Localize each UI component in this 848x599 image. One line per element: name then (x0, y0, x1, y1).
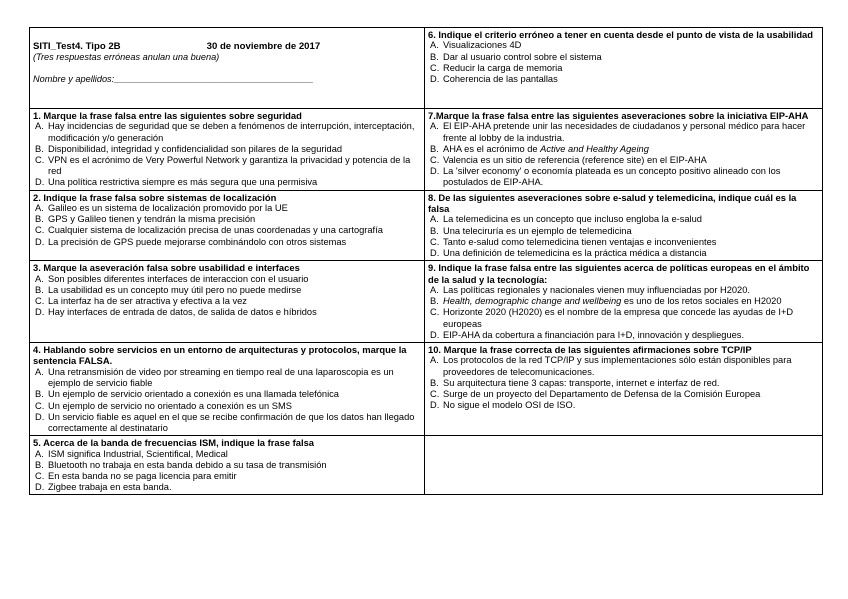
option-d: D. Una política restrictiva siempre es más segura que una permisiva (35, 177, 318, 188)
option-a: A. Galileo es un sistema de localización promovido por la UE (35, 203, 288, 214)
option-d: D. La precisión de GPS puede mejorarse combinándolo con otros sistemas (35, 236, 347, 247)
question-title: 4. Hablando sobre servicios en un entorno de arquitecturas y protocolos, marque la sentencia FALSA. (33, 344, 407, 367)
question-3 (30, 261, 425, 343)
option-d: D. La 'silver economy' o economía plateada es un concepto positivo alineado con los postulados de EIP-AHA. (430, 166, 781, 188)
option-list (33, 274, 421, 319)
option-b: B. Su arquitectura tiene 3 capas: transporte, internet e interfaz de red. (430, 377, 720, 388)
question-title: 9. Indique la frase falsa entre las siguientes acerca de políticas europeas en el ámbito de la salud y la tecnología: (428, 262, 810, 285)
option-a: A. Hay incidencias de seguridad que se deben a fenómenos de interrupción, interceptación, modificación y/o generación (35, 121, 415, 143)
option-b: B. Dar al usuario control sobre el sistema (430, 51, 602, 62)
question-title: 3. Marque la aseveración falsa sobre usabilidad e interfaces (33, 262, 300, 274)
option-a: A. Las políticas regionales y nacionales vienen muy influenciadas por H2020. (430, 285, 750, 296)
exam-grid (29, 27, 823, 495)
option-d: D. EIP-AHA da cobertura a financiación para I+D, innovación y despliegues. (430, 329, 745, 340)
option-b: B. Bluetooth no trabaja en esta banda debido a su tasa de transmisión (35, 459, 327, 470)
option-a: A. Son posibles diferentes interfaces de interaccion con el usuario (35, 273, 309, 284)
question-10 (425, 343, 823, 436)
option-list (428, 121, 819, 188)
option-b: B. AHA es el acrónimo de Active and Healthy Ageing (430, 143, 649, 154)
option-b: B. Un ejemplo de servicio orientado a conexión es una llamada telefónica (35, 389, 339, 400)
test-date: 30 de noviembre de 2017 (206, 41, 321, 52)
option-list (33, 367, 421, 434)
header-cell (30, 28, 425, 109)
option-c: C. Tanto e-salud como telemedicina tienen ventajas e inconvenientes (430, 236, 717, 247)
option-c: C. Cualquier sistema de localización precisa de unas coordenadas y una cartografía (35, 225, 383, 236)
option-c: C. Reducir la carga de memoria (430, 62, 563, 73)
option-a: A. El EIP-AHA pretende unir las necesidades de ciudadanos y personal médico para hacer frente al lobby de la industria. (430, 121, 806, 143)
option-b: B. Una teleciruría es un ejemplo de telemedicina (430, 225, 632, 236)
option-list (428, 214, 819, 259)
option-d: D. Coherencia de las pantallas (430, 74, 558, 85)
option-a: A. Los protocolos de la red TCP/IP y sus implementaciones sólo están disponibles para proveedores de telecomunicaciones. (430, 355, 792, 377)
option-list (33, 121, 421, 188)
test-title: SITI_Test4. Tipo 2B (33, 41, 121, 52)
option-list (428, 40, 819, 85)
exam-sheet (29, 27, 820, 495)
option-d: D. Zigbee trabaja en esta banda. (35, 482, 172, 493)
question-5 (30, 436, 425, 495)
option-d: D. Un servicio fiable es aquel en el que se recibe confirmación de que los datos han llegado correctamente al destinatario (35, 411, 415, 433)
option-c: C. Valencia es un sitio de referencia (reference site) en el EIP-AHA (430, 155, 707, 166)
header-line (33, 41, 421, 52)
question-1 (30, 109, 425, 191)
option-list (428, 285, 819, 341)
option-a: A. Una retransmisión de video por streaming en tiempo real de una laparoscopia es un ejemplo de servicio fiable (35, 366, 394, 389)
option-b: B. GPS y Galileo tienen y tendrán la misma precisión (35, 214, 256, 225)
option-b: B. La usabilidad es un concepto muy útil pero no puede medirse (35, 284, 302, 295)
option-list (33, 449, 421, 494)
option-c: C. Un ejemplo de servicio no orientado a conexión es un SMS (35, 400, 292, 411)
question-8 (425, 190, 823, 261)
option-c: C. La interfaz ha de ser atractiva y efectiva a la vez (35, 296, 247, 307)
name-field-line: Nombre y apellidos:_______________________________________ (33, 74, 314, 84)
test-subtitle: (Tres respuestas erróneas anulan una buena) (33, 52, 220, 62)
question-4 (30, 343, 425, 436)
question-title: 5. Acerca de la banda de frecuencias ISM, indique la frase falsa (33, 437, 315, 449)
option-c: C. En esta banda no se paga licencia para emitir (35, 470, 237, 481)
option-c: C. Surge de un proyecto del Departamento de Defensa de la Comisión Europea (430, 389, 761, 400)
option-c: C. Horizonte 2020 (H2020) es el nombre de la empresa que concede las ayudas de I+D europeas (430, 307, 794, 329)
option-d: D. Hay interfaces de entrada de datos, de salida de datos e híbridos (35, 307, 317, 318)
option-a: A. ISM significa Industrial, Scientifical, Medical (35, 448, 228, 459)
question-2 (30, 190, 425, 261)
question-7 (425, 109, 823, 191)
empty-cell (425, 436, 823, 495)
question-title: 1. Marque la frase falsa entre las siguientes sobre seguridad (33, 110, 302, 121)
question-title: 8. De las siguientes aseveraciones sobre e-salud y telemedicina, indique cuál es la falsa (428, 191, 797, 215)
question-6 (425, 28, 823, 109)
option-a: A. Visualizaciones 4D (430, 40, 522, 51)
option-b: B. Disponibilidad, integridad y confidencialidad son pilares de la seguridad (35, 143, 343, 154)
question-title: 2. Indique la frase falsa sobre sistemas de localización (33, 191, 277, 203)
option-c: C. VPN es el acrónimo de Very Powerful Network y garantiza la privacidad y potencia de la red (35, 155, 411, 177)
option-d: D. No sigue el modelo OSI de ISO. (430, 400, 576, 411)
option-a: A. La telemedicina es un concepto que incluso engloba la e-salud (430, 214, 702, 225)
option-list (428, 355, 819, 411)
question-9 (425, 261, 823, 343)
option-d: D. Una definición de telemedicina es la práctica médica a distancia (430, 248, 707, 259)
question-title: 10. Marque la frase correcta de las siguientes afirmaciones sobre TCP/IP (428, 344, 752, 356)
question-title: 6. Indique el criterio erróneo a tener en cuenta desde el punto de vista de la usabilidad (428, 29, 813, 40)
option-b: B. Health, demographic change and wellbeing es uno de los retos sociales en H2020 (430, 296, 782, 307)
option-list (33, 203, 421, 248)
question-title: 7.Marque la frase falsa entre las siguientes aseveraciones sobre la iniciativa EIP-AHA (428, 110, 809, 121)
